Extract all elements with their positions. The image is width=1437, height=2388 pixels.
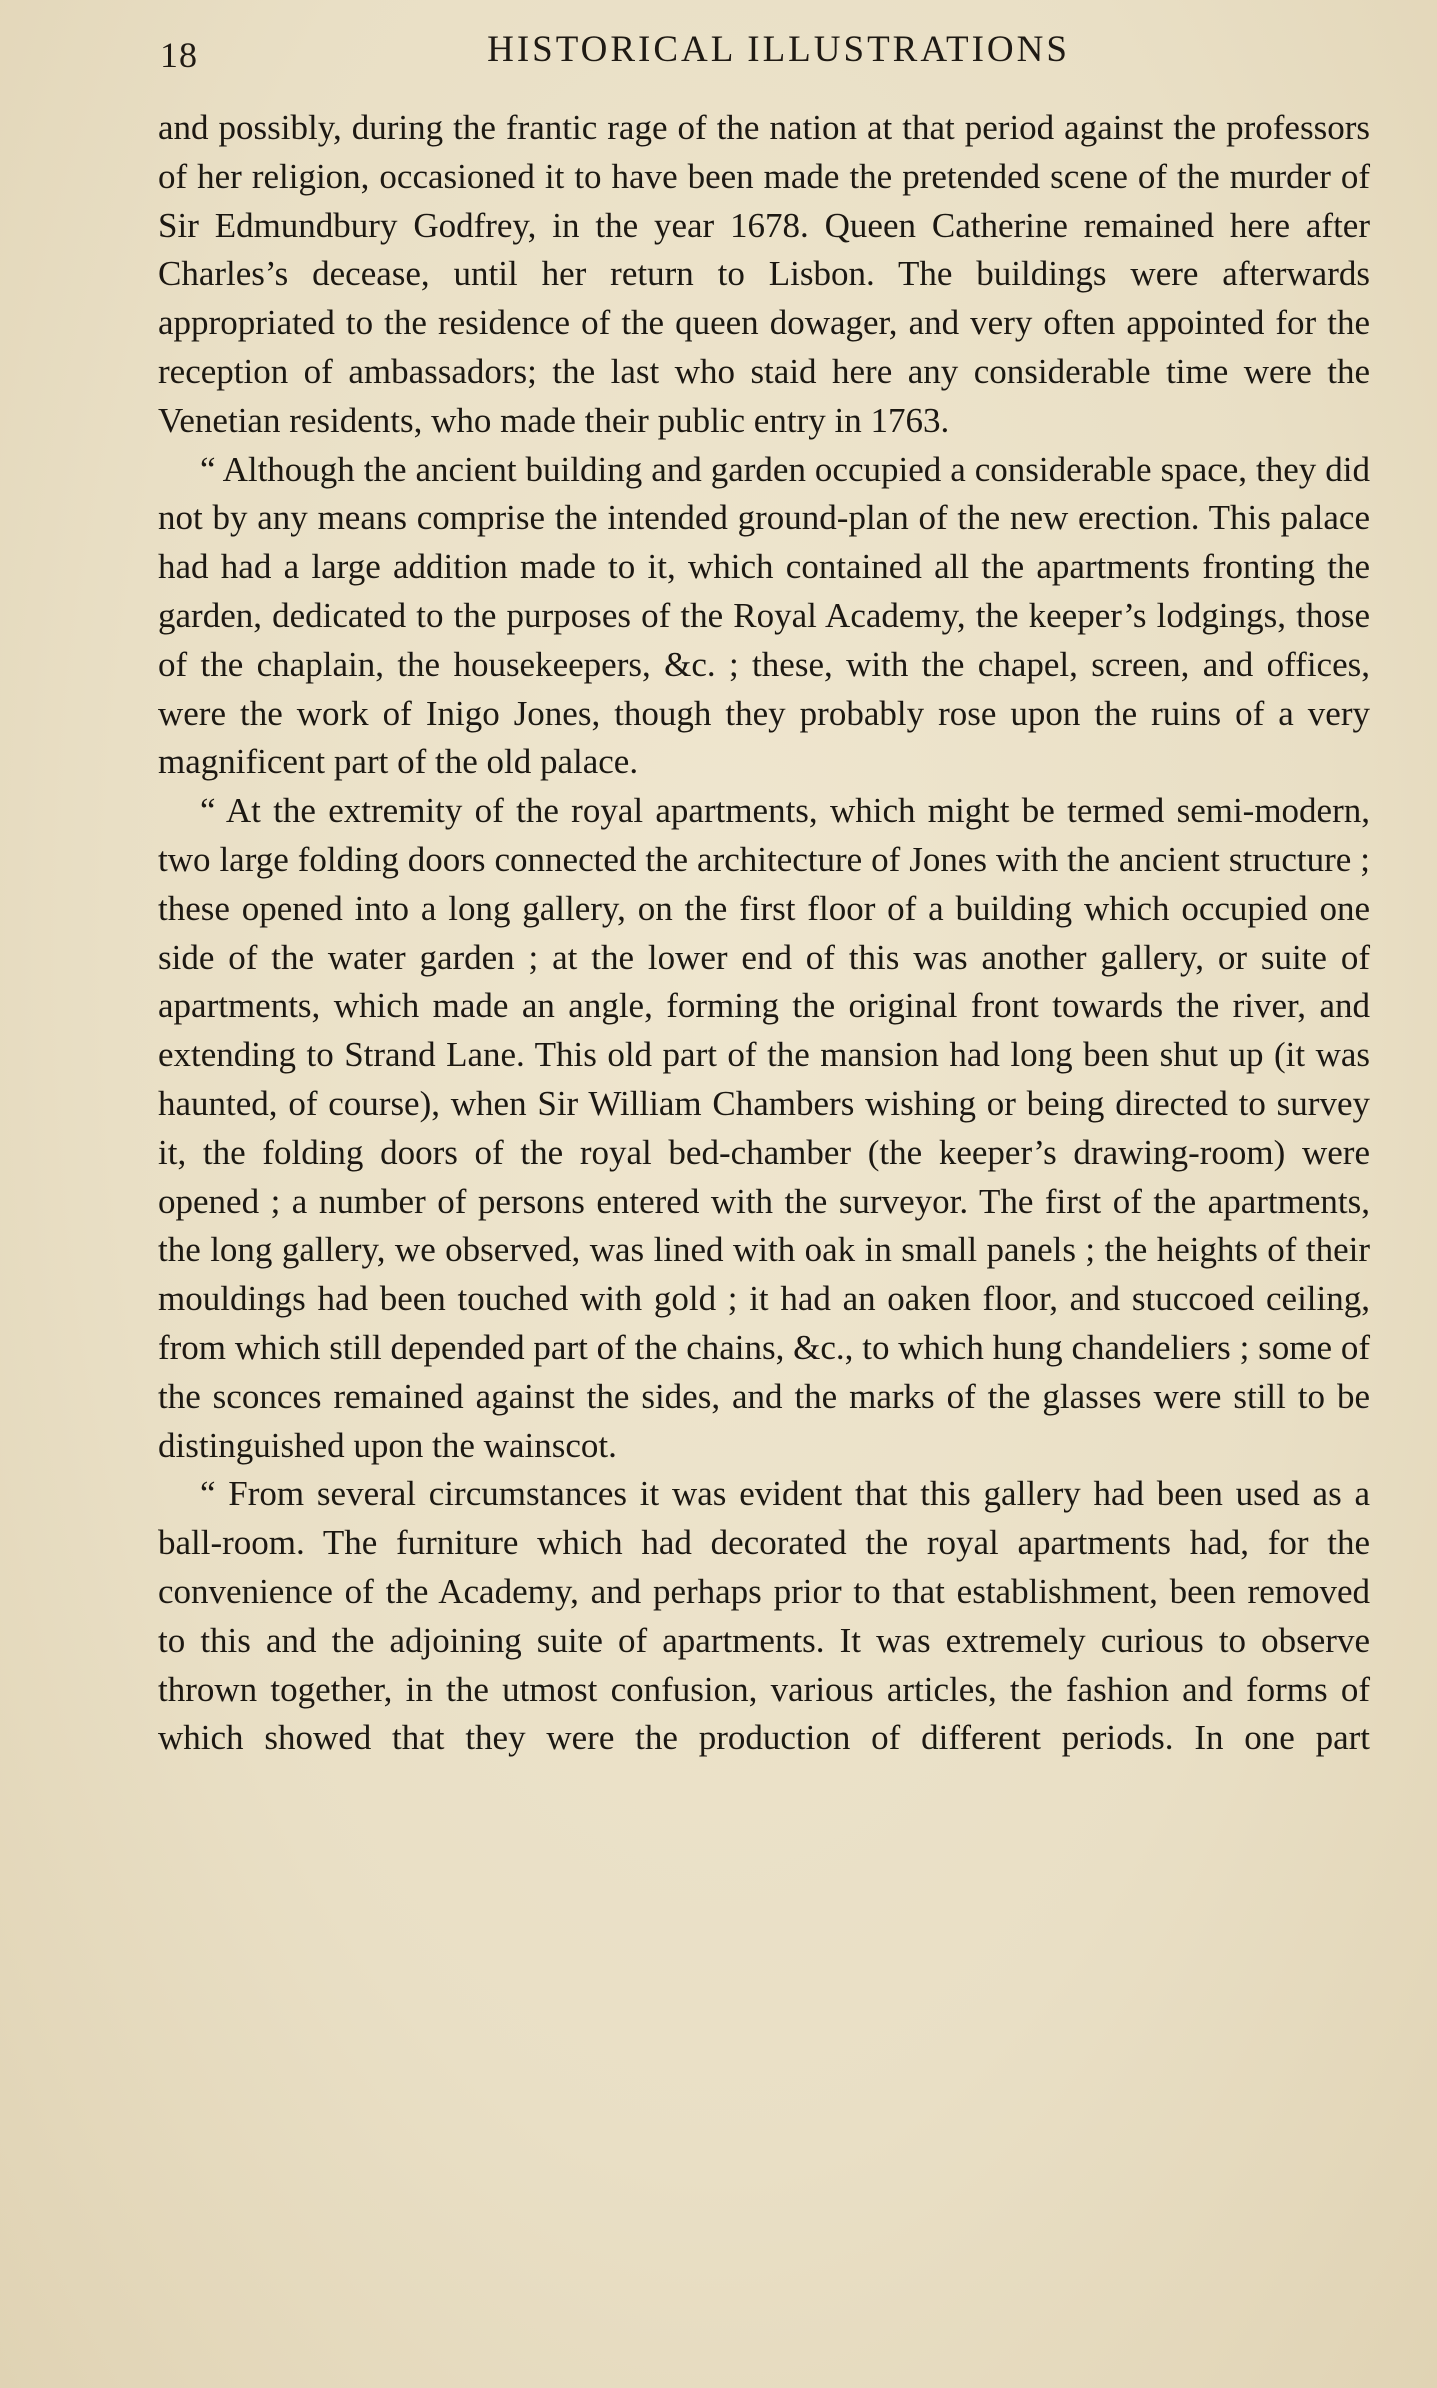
paragraph: “ From several circumstances it was evident that this gallery had been used as a ball-room. The furniture which had decorated the royal apartments had, for the convenience of the Academy, and perhaps prior to that establishment, been removed to this and the adjoining suite of apartments. It was extremely curious to observe thrown together, in the utmost confusion, various articles, the fashion and forms of which showed that they were the production of different periods. In one part — [158, 1474, 1370, 1758]
body-text — [158, 104, 1370, 1763]
running-head — [160, 28, 1377, 78]
running-head-title: HISTORICAL ILLUSTRATIONS — [487, 29, 1070, 70]
paragraph: “ At the extremity of the royal apartments, which might be termed semi-modern, two large folding doors connected the architecture of Jones with the ancient structure ; these opened into a long gallery, on the first floor of a building which occupied one side of the water garden ; at the lower end of this was another gallery, or suite of apartments, which made an angle, forming the original front towards the river, and extending to Strand Lane. This old part of the mansion had long been shut up (it was haunted, of course), when Sir William Chambers wishing or being directed to survey it, the folding doors of the royal bed-chamber (the keeper’s drawing-room) were opened ; a number of persons entered with the surveyor. The first of the apartments, the long gallery, we observed, was lined with oak in small panels ; the heights of their mouldings had been touched with gold ; it had an oaken floor, and stuccoed ceiling, from which still depended part of the chains, &c., to which hung chandeliers ; some of the sconces remained against the sides, and the marks of the glasses were still to be distinguished upon the wainscot. — [158, 791, 1370, 1465]
paragraph: “ Although the ancient building and garden occupied a considerable space, they did not by any means comprise the intended ground-plan of the new erection. This palace had had a large addition made to it, which contained all the apartments fronting the garden, dedicated to the purposes of the Royal Academy, the keeper’s lodgings, those of the chaplain, the housekeepers, &c. ; these, with the chapel, screen, and offices, were the work of Inigo Jones, though they probably rose upon the ruins of a very magnificent part of the old palace. — [158, 449, 1370, 782]
page-number: 18 — [160, 35, 198, 75]
paragraph: and possibly, during the frantic rage of the nation at that period against the professors of her religion, occasioned it to have been made the pretended scene of the murder of Sir Edmundbury Godfrey, in the year 1678. Queen Catherine remained here after Charles’s decease, until her return to Lisbon. The buildings were afterwards appropriated to the residence of the queen dowager, and very often appointed for the reception of ambassadors; the last who staid here any considerable time were the Venetian residents, who made their public entry in 1763. — [158, 108, 1370, 440]
